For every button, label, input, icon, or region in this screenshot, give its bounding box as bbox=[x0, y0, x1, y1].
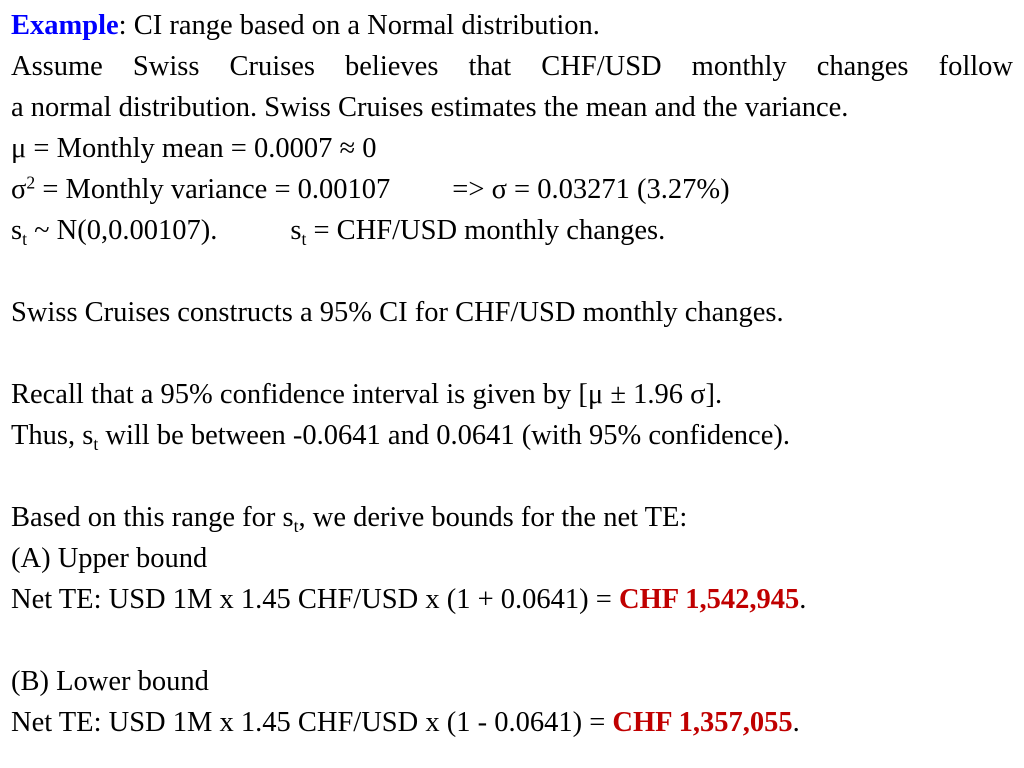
s-symbol-2: s bbox=[290, 215, 302, 246]
lower-period: . bbox=[792, 707, 800, 738]
upper-period: . bbox=[799, 584, 807, 615]
s-symbol: s bbox=[11, 215, 23, 246]
upper-bound-result: CHF 1,542,945 bbox=[618, 584, 800, 615]
example-title-line bbox=[11, 10, 600, 42]
lower-bound-formula: Net TE: USD 1M x 1.45 CHF/USD x (1 - 0.0641) = bbox=[11, 707, 613, 738]
t-subscript: t bbox=[22, 229, 27, 250]
definition-text: = CHF/USD monthly changes. bbox=[306, 215, 666, 246]
thus-line bbox=[11, 420, 790, 455]
based-text-start: Based on this range for s bbox=[11, 502, 294, 533]
t-subscript-2: t bbox=[301, 229, 307, 250]
std-dev-text: => σ = 0.03271 (3.27%) bbox=[452, 174, 730, 205]
based-line bbox=[11, 502, 688, 537]
mean-line: μ = Monthly mean = 0.0007 ≈ 0 bbox=[11, 133, 377, 164]
upper-bound-formula: Net TE: USD 1M x 1.45 CHF/USD x (1 + 0.0641) = bbox=[11, 584, 619, 615]
recall-line: Recall that a 95% confidence interval is given by [μ ± 1.96 σ]. bbox=[11, 379, 723, 410]
variance-text: = Monthly variance = 0.00107 bbox=[35, 174, 391, 205]
assume-line-2: a normal distribution. Swiss Cruises estimates the mean and the variance. bbox=[11, 92, 849, 123]
upper-bound-formula-line bbox=[11, 584, 806, 616]
lower-bound-formula-line bbox=[11, 707, 800, 739]
based-text-end: , we derive bounds for the net TE: bbox=[298, 502, 688, 533]
distribution-line bbox=[11, 215, 666, 250]
thus-subscript: t bbox=[93, 434, 99, 455]
example-label: Example bbox=[11, 10, 119, 41]
lower-bound-heading: (B) Lower bound bbox=[11, 666, 209, 697]
based-subscript: t bbox=[293, 516, 299, 537]
assume-line-1: Assume Swiss Cruises believes that CHF/USD monthly changes follow bbox=[11, 51, 1013, 82]
upper-bound-heading: (A) Upper bound bbox=[11, 543, 208, 574]
construct-line: Swiss Cruises constructs a 95% CI for CHF/USD monthly changes. bbox=[11, 297, 784, 328]
variance-line bbox=[11, 174, 730, 206]
thus-text-end: will be between -0.0641 and 0.0641 (with 95% confidence). bbox=[98, 420, 790, 451]
lower-bound-result: CHF 1,357,055 bbox=[612, 707, 793, 738]
sigma-symbol: σ bbox=[11, 174, 27, 205]
example-title: : CI range based on a Normal distribution. bbox=[118, 10, 600, 41]
distribution-text: ~ N(0,0.00107). bbox=[27, 215, 218, 246]
variance-superscript: 2 bbox=[26, 172, 36, 193]
thus-text-start: Thus, s bbox=[11, 420, 94, 451]
